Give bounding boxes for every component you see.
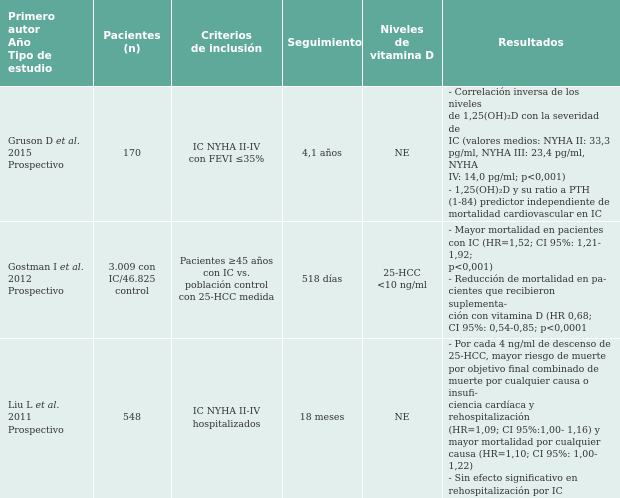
followup-cell: 518 días [282, 222, 362, 339]
patients-cell [93, 339, 171, 498]
vitamin-d-line: <10 ng/ml [377, 280, 427, 292]
vitamin-d-line: 25-HCC [383, 268, 421, 280]
results-cell [442, 339, 620, 498]
patients-line: 170 [123, 148, 141, 160]
result-line: mortalidad cardiovascular en IC [448, 209, 602, 221]
result-line: (HR=1,09; CI 95%:1,00- 1,16) y [448, 424, 600, 436]
result-line: CI 95%: 0,54-0,85; p<0,0001 [448, 322, 588, 334]
criteria-line: con IC vs. [203, 268, 250, 280]
author-name: Liu L et al. [8, 400, 60, 412]
vitamin-d-cell [362, 339, 442, 498]
result-line: - Mayor mortalidad en pacientes [448, 225, 604, 237]
result-line: cientes que recibieron suplementa- [448, 286, 555, 310]
result-line: (1-84) predictor independiente de [448, 196, 610, 208]
author-cell [0, 87, 93, 222]
header-followup: Seguimiento [282, 0, 362, 87]
vitamin-d-cell [362, 222, 442, 339]
results-cell [442, 222, 620, 339]
table-row [0, 222, 620, 339]
result-line: mayor mortalidad por cualquier [448, 436, 601, 448]
result-line: p<0,001) [448, 261, 493, 273]
author-name: Gostman I et al. [8, 261, 84, 273]
result-line: - Sin efecto significativo en [448, 473, 578, 485]
study-type: Prospectivo [8, 286, 64, 298]
patients-line: control [115, 286, 149, 298]
criteria-line: hospitalizados [192, 418, 261, 430]
study-year: 2012 [8, 274, 32, 286]
study-year: 2011 [8, 412, 32, 424]
et-al: et al. [55, 135, 80, 147]
patients-line: IC/46.825 [108, 274, 156, 286]
author-cell [0, 339, 93, 498]
patients-line: 3.009 con [108, 261, 156, 273]
result-line: pg/ml, NYHA III: 23,4 pg/ml, NYHA [448, 148, 585, 172]
result-line: IC (valores medios: NYHA II: 33,3 [448, 135, 611, 147]
result-line: causa (HR=1,10; CI 95%: 1,00-1,22) [448, 449, 598, 473]
header-patients: Pacientes (n) [93, 0, 171, 87]
result-line: ciencia cardíaca y rehospitalización [448, 400, 535, 424]
result-line: - 1,25(OH)₂D y su ratio a PTH [448, 184, 590, 196]
result-line: de 1,25(OH)₂D con la severidad de [448, 111, 600, 135]
table-row [0, 87, 620, 222]
criteria-cell [171, 222, 282, 339]
result-line: IV: 14,0 pg/ml; p<0,001) [448, 172, 566, 184]
vitamin-d-line: NE [394, 148, 410, 160]
result-line: muerte por cualquier causa o insufi- [448, 375, 589, 400]
author-cell [0, 222, 93, 339]
study-type: Prospectivo [8, 424, 64, 436]
criteria-line: IC NYHA II-IV [192, 406, 261, 418]
result-line: por objetivo final combinado de [448, 363, 599, 375]
followup-cell: 4,1 años [282, 87, 362, 222]
followup-cell: 18 meses [282, 339, 362, 498]
study-type: Prospectivo [8, 160, 64, 172]
header-criteria: Criterios de inclusión [171, 0, 282, 87]
result-line: con IC (HR=1,52; CI 95%: 1,21-1,92; [448, 237, 601, 261]
patients-cell [93, 222, 171, 339]
criteria-cell [171, 339, 282, 498]
header-row [0, 0, 620, 87]
criteria-line: población control [185, 280, 268, 292]
criteria-cell [171, 87, 282, 222]
results-cell [442, 87, 620, 222]
et-al: et al. [59, 261, 84, 273]
vitamin-d-line: NE [394, 412, 410, 424]
header-author: Primero autor Año Tipo de estudio [0, 0, 93, 87]
result-line: - Reducción de mortalidad en pa- [448, 274, 607, 286]
criteria-line: IC NYHA II-IV [192, 141, 261, 153]
result-line: rehospitalización por IC [448, 485, 563, 497]
patients-line: 548 [123, 412, 141, 424]
et-al: et al. [35, 400, 60, 412]
study-year: 2015 [8, 148, 32, 160]
header-vitamin-d: Niveles de vitamina D [362, 0, 442, 87]
vitamin-d-cell [362, 87, 442, 222]
table-row [0, 339, 620, 498]
result-line: - Por cada 4 ng/ml de descenso de [448, 339, 611, 351]
result-line: ción con vitamina D (HR 0,68; [448, 310, 592, 322]
header-results: Resultados [442, 0, 620, 87]
result-line: - Correlación inversa de los niveles [448, 87, 580, 111]
criteria-line: Pacientes ≥45 años [179, 255, 274, 267]
patients-cell [93, 87, 171, 222]
criteria-line: con FEVI ≤35% [188, 154, 265, 166]
author-name: Gruson D et al. [8, 135, 80, 147]
criteria-line: con 25-HCC medida [178, 292, 275, 304]
result-line: 25-HCC, mayor riesgo de muerte [448, 351, 606, 363]
